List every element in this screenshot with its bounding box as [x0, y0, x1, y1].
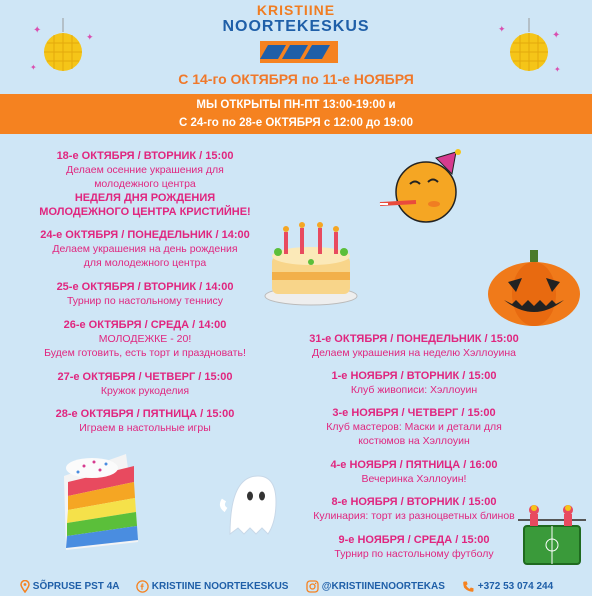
event-highlight: НЕДЕЛЯ ДНЯ РОЖДЕНИЯ [74, 192, 216, 204]
svg-text:✦: ✦ [33, 25, 42, 36]
ghost-icon [216, 470, 280, 540]
instagram-text: @KRISTIINENOORTEKAS [321, 581, 445, 593]
event-item [256, 458, 572, 486]
event-desc: Клуб живописи: Хэллоуин [350, 384, 478, 396]
event-item [0, 318, 290, 360]
event-title: 9-е НОЯБРЯ / СРЕДА / 15:00 [338, 534, 490, 546]
event-item [0, 280, 290, 308]
table-football-icon [518, 496, 586, 570]
birthday-cake-icon [262, 220, 360, 308]
date-range: С 14-го ОКТЯБРЯ по 11-е НОЯБРЯ [178, 71, 414, 87]
event-item [256, 332, 572, 360]
svg-text:✦: ✦ [552, 30, 561, 41]
footer-address [20, 580, 119, 593]
svg-text:✦: ✦ [498, 24, 506, 34]
party-emoji-icon [374, 148, 474, 228]
event-desc: Будем готовить, есть торт и праздновать! [44, 347, 246, 359]
svg-text:✦: ✦ [86, 32, 94, 42]
brand-logo [254, 41, 338, 63]
event-desc: Делаем украшения на неделю Хэллоуина [311, 347, 517, 359]
event-desc: Клуб мастеров: Маски и детали для [326, 421, 502, 433]
event-desc: Кулинария: торт из разноцветных блинов [313, 510, 515, 522]
event-desc: Кружок рукоделия [100, 385, 190, 397]
hours-line-2: С 24-го по 28-е ОКТЯБРЯ с 12:00 до 19:00 [179, 117, 413, 129]
event-item [0, 407, 290, 435]
rainbow-cake-icon [56, 446, 146, 556]
svg-text:✦: ✦ [30, 63, 37, 72]
event-desc: костюмов на Хэллоуин [358, 435, 470, 447]
event-desc: Турнир по настольному теннису [66, 295, 224, 307]
event-title: 26-е ОКТЯБРЯ / СРЕДА / 14:00 [63, 319, 227, 331]
event-item [256, 406, 572, 448]
event-title: 27-е ОКТЯБРЯ / ЧЕТВЕРГ / 15:00 [57, 371, 233, 383]
event-desc: Делаем осенние украшения для [66, 164, 224, 176]
event-desc: Играем в настольные игры [79, 422, 211, 434]
event-title: 4-е НОЯБРЯ / ПЯТНИЦА / 16:00 [330, 459, 498, 471]
event-title: 1-е НОЯБРЯ / ВТОРНИК / 15:00 [331, 370, 497, 382]
event-title: 31-е ОКТЯБРЯ / ПОНЕДЕЛЬНИК / 15:00 [309, 333, 519, 345]
brand-main: NOORTEKESKUS [222, 18, 370, 35]
instagram-icon [306, 580, 319, 593]
event-desc: МОЛОДЕЖКЕ - 20! [98, 333, 192, 345]
event-title: 8-е НОЯБРЯ / ВТОРНИК / 15:00 [331, 496, 497, 508]
event-title: 25-е ОКТЯБРЯ / ВТОРНИК / 14:00 [56, 281, 234, 293]
facebook-icon [136, 580, 149, 593]
opening-hours [0, 94, 592, 134]
address-text: SÕPRUSE PST 4A [32, 581, 120, 593]
event-title: 3-е НОЯБРЯ / ЧЕТВЕРГ / 15:00 [332, 407, 496, 419]
event-desc: Турнир по настольному футболу [334, 548, 494, 560]
event-item [256, 369, 572, 397]
event-title: 18-е ОКТЯБРЯ / ВТОРНИК / 15:00 [56, 150, 234, 162]
phone-icon [462, 580, 475, 593]
event-title: 24-е ОКТЯБРЯ / ПОНЕДЕЛЬНИК / 14:00 [40, 229, 250, 241]
facebook-text: KRISTIINE NOORTEKESKUS [151, 581, 289, 593]
event-desc: для молодежного центра [83, 257, 207, 269]
footer [0, 574, 592, 596]
brand-top: KRISTIINE [256, 2, 336, 18]
pumpkin-icon [484, 248, 584, 328]
footer-facebook[interactable] [136, 580, 288, 593]
event-desc: Вечеринка Хэллоуин! [361, 473, 467, 485]
event-title: 28-е ОКТЯБРЯ / ПЯТНИЦА / 15:00 [55, 408, 235, 420]
event-highlight: МОЛОДЕЖНОГО ЦЕНТРА КРИСТИЙНЕ! [39, 206, 251, 218]
footer-phone[interactable] [462, 580, 553, 593]
location-pin-icon [20, 580, 30, 593]
event-desc: Делаем украшения на день рождения [52, 243, 238, 255]
footer-instagram[interactable] [306, 580, 445, 593]
event-item [0, 149, 290, 219]
phone-text: +372 53 074 244 [477, 581, 554, 593]
event-desc: молодежного центра [94, 178, 196, 190]
svg-text:✦: ✦ [554, 65, 561, 74]
event-item [0, 370, 290, 398]
event-item [0, 228, 290, 270]
hours-line-1: МЫ ОТКРЫТЫ ПН-ПТ 13:00-19:00 и [196, 99, 396, 111]
